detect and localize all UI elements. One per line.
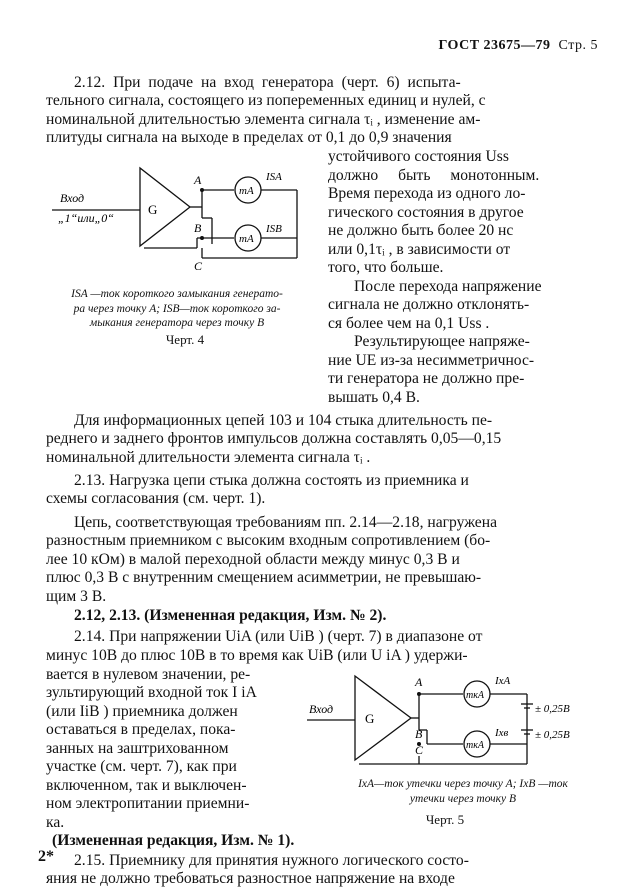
fig4-current-a: ISA	[266, 171, 282, 183]
p212-right-line12: ние UE из-за несимметричнос-	[328, 352, 535, 369]
fig5-current-a: IxA	[495, 675, 511, 687]
page-number: Стр. 5	[558, 38, 598, 53]
fig5-caption-line1: IxA—ток утечки через точку A; IxB —ток	[358, 778, 568, 790]
p212-right-line10: ся более чем на 0,1 Uss .	[328, 315, 490, 332]
p212-right-line6: или 0,1τᵢ , в зависимости от	[328, 241, 511, 258]
p212-right-line9: сигнала не должно отклонять-	[328, 296, 530, 313]
p215-line2: яния не должно требоваться разностное напряжение на входе	[46, 870, 455, 887]
chain-line3: лее 10 кОм) в малой переходной области между минус 0,3 В и	[46, 551, 460, 568]
fig4-point-a: A	[194, 173, 202, 187]
fig4-caption-line3: мыкания генератора через точку B	[89, 317, 265, 329]
chain-line1: Цепь, соответствующая требованиям пп. 2.14—2.18, нагружена	[74, 514, 497, 531]
p214-line8: участке (см. черт. 7), как при	[46, 758, 237, 775]
p212-right-line1: устойчивого состояния Uss	[328, 148, 509, 165]
fig4-point-c: C	[194, 259, 203, 272]
p214-line5: (или IiB ) приемника должен	[46, 703, 238, 720]
fig4-title: Черт. 4	[165, 332, 205, 347]
fig5-block-label: G	[365, 711, 375, 726]
p212-right-line5: не должно быть более 20 нс	[328, 222, 514, 239]
fig5-title: Черт. 5	[425, 812, 465, 827]
p212-line1: 2.12. При подаче на вход генератора (черт. 6) испыта-	[74, 74, 461, 91]
p212-right-line11: Результирующее напряже-	[354, 333, 530, 350]
page-header	[438, 38, 598, 54]
p214-line7: занных на заштрихованном	[46, 740, 229, 757]
info-line3: номинальной длительности элемента сигнала τᵢ .	[46, 449, 371, 466]
p212-right-line4: гического состояния в другое	[328, 204, 524, 221]
p214-line4: зультирующий входной ток I iA	[46, 684, 257, 701]
fig4-meter-a: mA	[239, 185, 254, 197]
edit-note-2: (Измененная редакция, Изм. № 1).	[52, 832, 295, 849]
p212-right-line13: ти генератора не должно пре-	[328, 370, 525, 387]
figure-5-diagram	[305, 668, 601, 774]
p212-right-line8: После перехода напряжение	[354, 278, 542, 295]
fig4-input-label: Вход	[60, 191, 85, 205]
p214-line2: минус 10В до плюс 10В в то время как UiB (или U iA ) удержи-	[46, 647, 468, 664]
fig4-block-label: G	[148, 202, 158, 217]
footer-mark: 2*	[38, 848, 54, 865]
chain-line5: щим 3 В.	[46, 588, 107, 605]
fig4-caption-line1: ISA —ток короткого замыкания генерато-	[71, 288, 283, 300]
fig4-meter-b: mA	[239, 233, 254, 245]
fig5-point-a: A	[415, 675, 423, 689]
fig5-input-label: Вход	[309, 702, 334, 716]
p212-line2: тельного сигнала, состоящего из попеременных единиц и нулей, с	[46, 92, 486, 109]
standard-number: ГОСТ 23675—79	[438, 38, 551, 53]
p212-right-line2: должно быть монотонным.	[328, 167, 540, 184]
p212-right-line3: Время перехода из одного ло-	[328, 185, 526, 202]
p214-line3: вается в нулевом значении, ре-	[46, 666, 251, 683]
fig5-voltage-b: ± 0,25В	[535, 729, 570, 741]
fig5-meter-a: mкA	[466, 690, 485, 701]
figure-4-diagram	[52, 162, 320, 272]
fig5-point-c: C	[415, 743, 424, 757]
chain-line4: плюс 0,3 В с внутренним смещением асимметрии, не превышаю-	[46, 569, 482, 586]
fig4-point-b: B	[194, 221, 202, 235]
fig4-current-b: ISB	[266, 223, 282, 235]
p212-line4: плитуды сигнала на выходе в пределах от 0,1 до 0,9 значения	[46, 129, 452, 146]
fig4-caption-line2: ра через точку A; ISB—ток короткого за-	[73, 302, 281, 315]
edit-note-1: 2.12, 2.13. (Измененная редакция, Изм. № 2).	[74, 607, 387, 624]
fig4-signal-label: „1“или„0“	[58, 211, 114, 225]
p214-line6: оставаться в пределах, пока-	[46, 721, 236, 738]
p212-right-line14: вышать 0,4 В.	[328, 389, 420, 406]
generator-triangle	[355, 676, 411, 760]
p214-line10: ном электропитании приемни-	[46, 795, 250, 812]
fig4-caption	[46, 287, 308, 331]
p213-line1: 2.13. Нагрузка цепи стыка должна состоять из приемника и	[74, 472, 469, 489]
info-line2: реднего и заднего фронтов импульсов должна составлять 0,05—0,15	[46, 430, 502, 447]
fig5-caption-line2: утечки через точку B	[409, 792, 517, 805]
chain-line2: разностным приемником с высоким входным сопротивлением (бо-	[46, 532, 491, 549]
p213-line2: схемы согласования (см. черт. 1).	[46, 490, 266, 507]
p214-line1: 2.14. При напряжении UiA (или UiB ) (черт. 7) в диапазоне от	[74, 628, 483, 645]
info-line1: Для информационных цепей 103 и 104 стыка длительность пе-	[74, 412, 493, 429]
p214-line11: ка.	[46, 814, 65, 831]
fig5-current-b: Ixв	[495, 727, 509, 739]
p212-line3: номинальной длительностью элемента сигнала τᵢ , изменение ам-	[46, 111, 481, 128]
fig5-caption	[318, 777, 608, 806]
fig5-point-b: B	[415, 727, 423, 741]
p214-line9: включенном, так и выключен-	[46, 777, 247, 794]
p212-right-line7: того, что больше.	[328, 259, 444, 276]
fig5-voltage-a: ± 0,25В	[535, 703, 570, 715]
fig5-meter-b: mкA	[466, 740, 485, 751]
p215-line1: 2.15. Приемнику для принятия нужного логического состо-	[74, 852, 469, 869]
